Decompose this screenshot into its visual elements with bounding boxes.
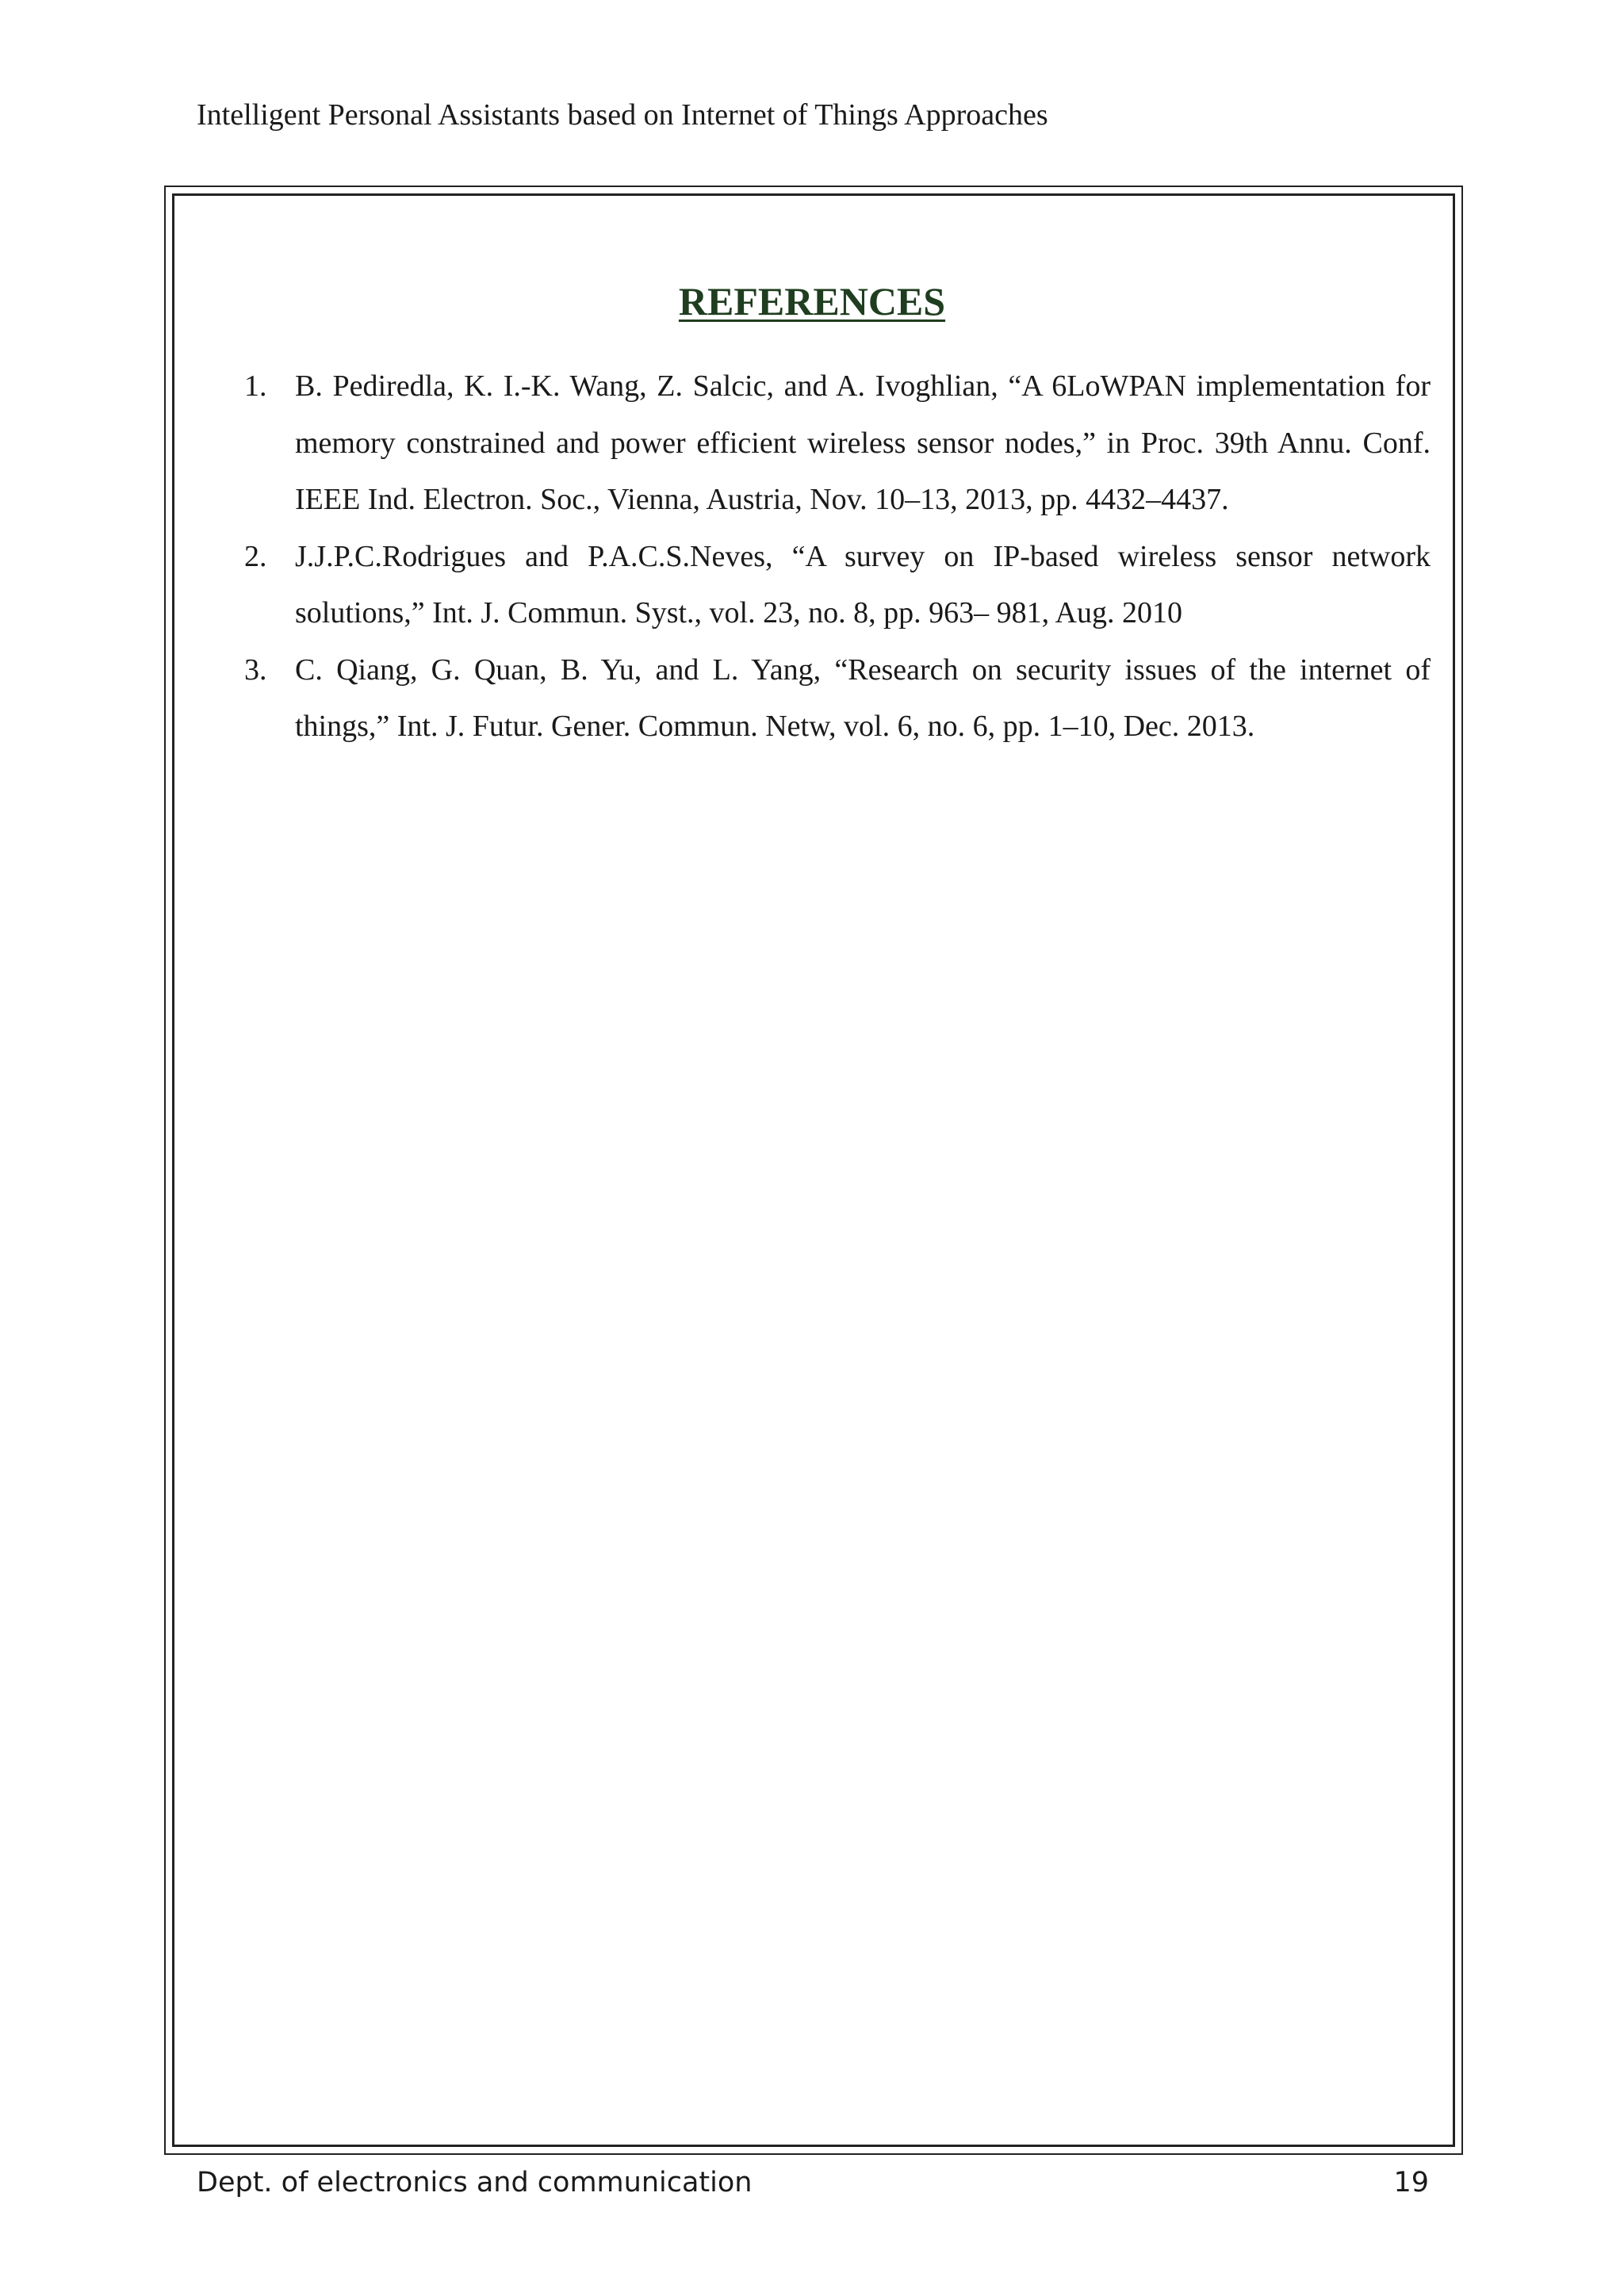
reference-item xyxy=(244,358,1431,529)
reference-list xyxy=(244,358,1431,756)
section-title-text: REFERENCES xyxy=(678,279,946,323)
reference-item xyxy=(244,642,1431,756)
footer-department: Dept. of electronics and communication xyxy=(197,2167,753,2198)
reference-text: J.J.P.C.Rodrigues and P.A.C.S.Neves, “A survey on IP-based wireless sensor network solutions,” Int. J. Commun. Syst., vol. 23, no. 8, pp. 963– 981, Aug. 2010 xyxy=(295,539,1431,629)
reference-text: B. Pediredla, K. I.-K. Wang, Z. Salcic, and A. Ivoghlian, “A 6LoWPAN implementation for memory constrained and power efficient wireless sensor nodes,” in Proc. 39th Annu. Conf. IEEE Ind. Electron. Soc., Vienna, Austria, Nov. 10–13, 2013, pp. 4432–4437. xyxy=(295,369,1431,516)
reference-number: 3. xyxy=(244,652,267,687)
reference-number: 2. xyxy=(244,539,267,573)
page-number: 19 xyxy=(1393,2167,1429,2198)
reference-item xyxy=(244,529,1431,642)
section-title xyxy=(0,276,1624,327)
running-header: Intelligent Personal Assistants based on Internet of Things Approaches xyxy=(197,98,1048,132)
reference-text: C. Qiang, G. Quan, B. Yu, and L. Yang, “Research on security issues of the internet of things,” Int. J. Futur. Gener. Commun. Netw, vol. 6, no. 6, pp. 1–10, Dec. 2013. xyxy=(295,652,1431,743)
reference-number: 1. xyxy=(244,369,267,403)
